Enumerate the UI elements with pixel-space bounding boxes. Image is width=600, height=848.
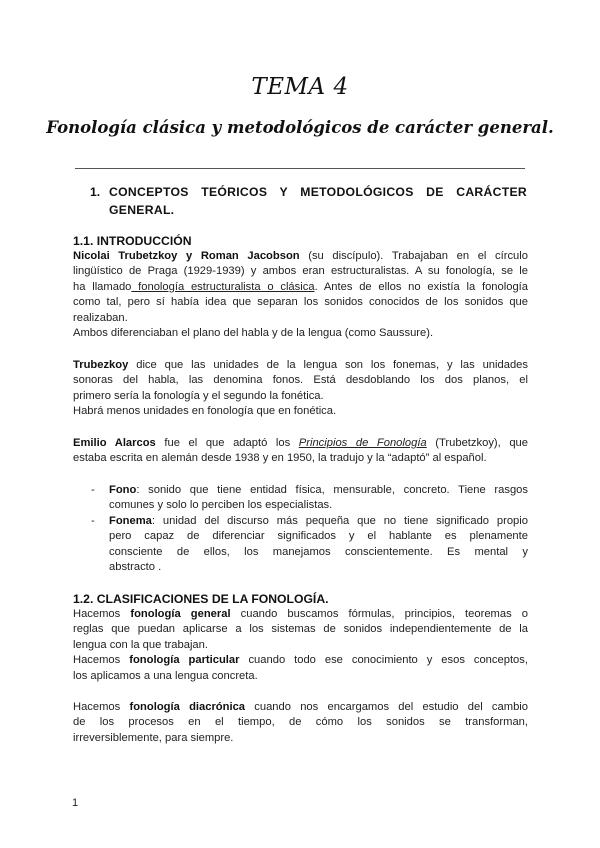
text-line: los aplicamos a una lengua concreta. xyxy=(73,669,258,682)
text-line: de los procesos en el tiempo, de cómo los sonidos se transforman, xyxy=(73,716,528,729)
bold-text: Emilio Alarcos xyxy=(73,437,156,449)
text-line: ha llamado fonología estructuralista o clásica. Antes de ellos no existía la fonología xyxy=(73,280,529,293)
horizontal-divider xyxy=(75,168,525,169)
classification-paragraph-2 xyxy=(73,700,528,746)
text-line: lingüístico de Praga (1929-1939) y ambos eran estructuralistas. A su fonología, se le xyxy=(73,265,528,278)
intro-paragraph-2 xyxy=(73,358,528,420)
bold-text: Trubezkoy xyxy=(73,359,129,371)
text-line: Hacemos fonología diacrónica cuando nos encargamos del estudio del cambio xyxy=(73,701,528,713)
underlined-text: fonología estructuralista o clásica xyxy=(131,280,315,293)
document-subtitle: Fonología clásica y metodológicos de carácter general. xyxy=(46,118,554,137)
text-line: estaba escrita en alemán desde 1938 y en 1950, la tradujo y la “adaptó” al español. xyxy=(73,452,487,465)
term: Fonema xyxy=(109,514,152,527)
list-dash: - xyxy=(91,514,95,527)
text-line: Fono: sonido que tiene entidad física, mensurable, concreto. Tiene rasgos xyxy=(109,484,528,496)
intro-paragraph-3 xyxy=(73,436,528,467)
text-line: Fonema: unidad del discurso más pequeña que no tiene significado propio xyxy=(109,514,528,527)
bold-text: fonología particular xyxy=(129,654,240,667)
text-line: reglas que puedan aplicarse a los sistemas de sonidos independientemente de la xyxy=(73,623,528,636)
section-1-number: 1. xyxy=(90,185,101,199)
book-title: Principios de Fonología xyxy=(298,437,427,449)
page-number: 1 xyxy=(72,797,79,809)
text-line: Nicolai Trubetzkoy y Roman Jacobson (su discípulo). Trabajaban en el círculo xyxy=(73,250,528,262)
section-1-title: CONCEPTOS TEÓRICOS Y METODOLÓGICOS DE CARÁCTER GENERAL. xyxy=(109,185,527,217)
text-line: como tal, pero sí había idea que separan los sonidos conocidos de los sonidos que xyxy=(73,296,528,309)
list-item xyxy=(91,483,528,514)
text-line: primero sería la fonología y el segundo la fonética. xyxy=(73,389,324,402)
text-line: lengua con la que trabajan. xyxy=(73,638,208,651)
text-line: consciente de ellos, los manejamos conscientemente. Es mental y xyxy=(109,545,528,558)
text-line: abstracto . xyxy=(109,561,162,574)
text-line: pero capaz de diferenciar significados y el hablante es plenamente xyxy=(109,530,528,543)
classification-heading: 1.2. CLASIFICACIONES DE LA FONOLOGÍA. xyxy=(73,592,329,606)
text-line: realizaban. xyxy=(73,311,128,324)
text-line: irreversiblemente, para siempre. xyxy=(73,731,234,744)
text-line: sonoras del habla, las denomina fonos. Está desdoblando los dos planos, el xyxy=(73,374,528,387)
intro-paragraph-1 xyxy=(73,249,528,341)
bold-text: fonología general xyxy=(130,608,231,620)
list-item xyxy=(91,514,528,576)
classification-paragraph-1 xyxy=(73,607,528,684)
bold-text: fonología diacrónica xyxy=(129,701,246,713)
text-line: Trubezkoy dice que las unidades de la lengua son los fonemas, y las unidades xyxy=(73,359,528,371)
document-title: TEMA 4 xyxy=(251,74,349,100)
text-line: comunes y solo lo perciben los especialistas. xyxy=(109,499,333,512)
text-line: Ambos diferenciaban el plano del habla y de la lengua (como Saussure). xyxy=(73,327,434,340)
list-dash: - xyxy=(91,484,95,496)
text-line: Hacemos fonología particular cuando todo ese conocimiento y esos conceptos, xyxy=(73,654,528,667)
term: Fono xyxy=(109,484,137,496)
section-1-heading xyxy=(90,183,527,219)
text-line: Habrá menos unidades en fonología que en fonética. xyxy=(73,405,337,418)
definition-list xyxy=(91,483,528,575)
bold-text: Nicolai Trubetzkoy y Roman Jacobson xyxy=(73,250,300,262)
text-line: Emilio Alarcos fue el que adaptó los Principios de Fonología (Trubetzkoy), que xyxy=(73,437,528,449)
text-line: Hacemos fonología general cuando buscamos fórmulas, principios, teoremas o xyxy=(73,608,528,620)
intro-heading: 1.1. INTRODUCCIÓN xyxy=(73,234,192,248)
